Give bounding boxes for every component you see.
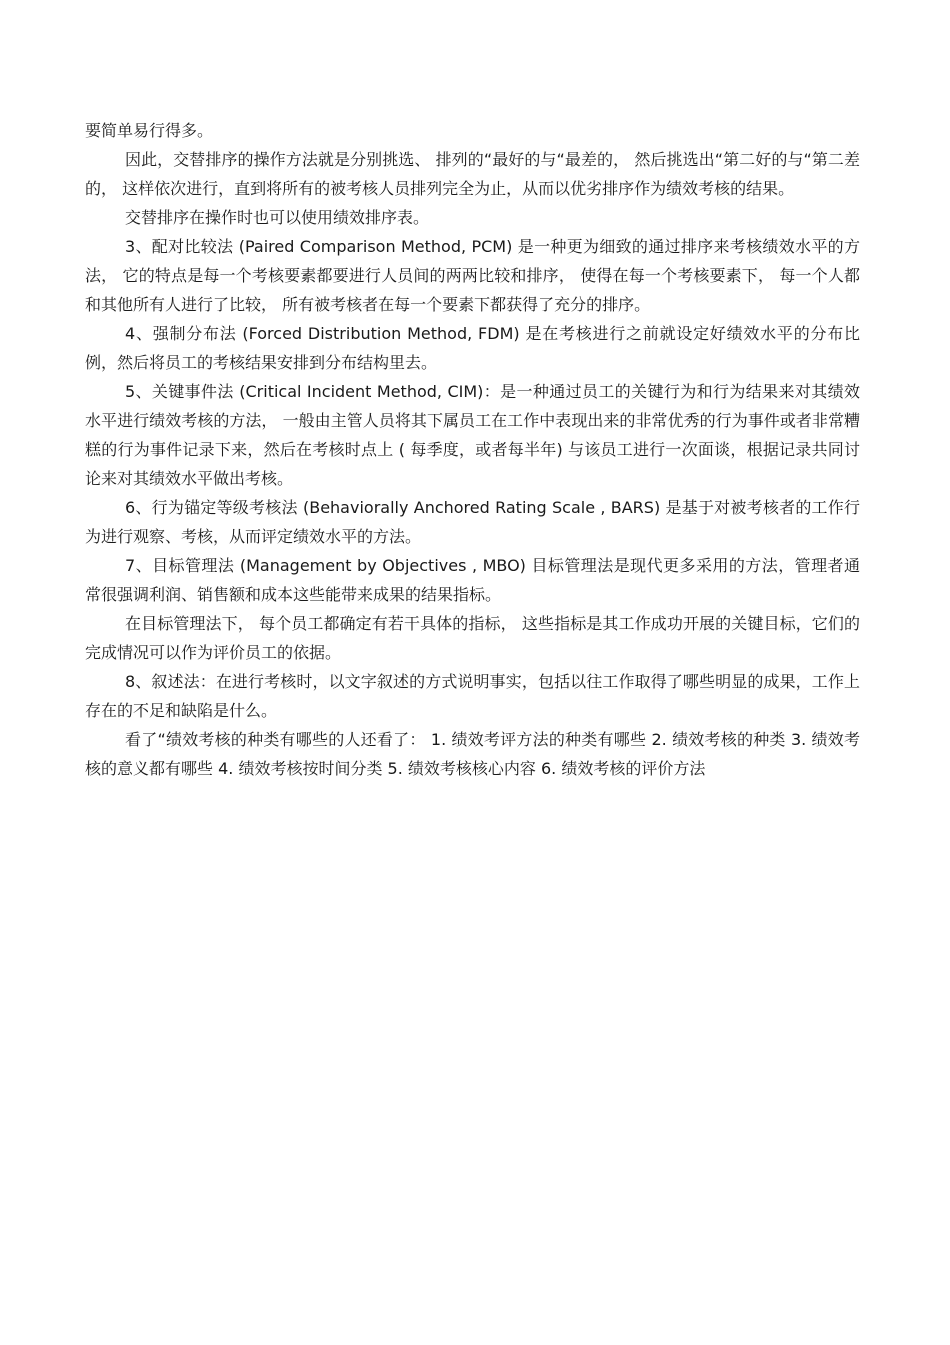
paragraph-narrative-method: 8、叙述法：在进行考核时，以文字叙述的方式说明事实，包括以往工作取得了哪些明显的成果，工作上存在的不足和缺陷是什么。 — [85, 672, 860, 720]
paragraph-forced-distribution: 4、强制分布法 (Forced Distribution Method, FDM) 是在考核进行之前就设定好绩效水平的分布比例，然后将员工的考核结果安排到分布结构里去。 — [85, 324, 860, 372]
paragraph-ranking-table: 交替排序在操作时也可以使用绩效排序表。 — [125, 208, 430, 227]
paragraph-mbo-detail: 在目标管理法下， 每个员工都确定有若干具体的指标， 这些指标是其工作成功开展的关键目标，它们的完成情况可以作为评价员工的依据。 — [85, 614, 860, 662]
body-text — [85, 116, 860, 783]
paragraph-alternation-ranking: 因此，交替排序的操作方法就是分别挑选、 排列的“最好的与“最差的， 然后挑选出“第二好的与“第二差的， 这样依次进行，直到将所有的被考核人员排列完全为止，从而以优劣排序作为绩效考核的结果。 — [85, 150, 860, 198]
paragraph-related-reading: 看了“绩效考核的种类有哪些的人还看了： 1. 绩效考评方法的种类有哪些 2. 绩效考核的种类 3. 绩效考核的意义都有哪些 4. 绩效考核按时间分类 5. 绩效考核核心内容 6. 绩效考核的评价方法 — [85, 730, 860, 778]
paragraph-paired-comparison: 3、配对比较法 (Paired Comparison Method, PCM) 是一种更为细致的通过排序来考核绩效水平的方法， 它的特点是每一个考核要素都要进行人员间的两两比较和排序， 使得在每一个考核要素下， 每一个人都和其他所有人进行了比较， 所有被考核者在每一个要素下都获得了充分的排序。 — [85, 237, 860, 314]
paragraph-critical-incident: 5、关键事件法 (Critical Incident Method, CIM)：是一种通过员工的关键行为和行为结果来对其绩效水平进行绩效考核的方法， 一般由主管人员将其下属员工在工作中表现出来的非常优秀的行为事件或者非常糟糕的行为事件记录下来，然后在考核时点上 ( 每季度，或者每半年) 与该员工进行一次面谈，根据记录共同讨论来对其绩效水平做出考核。 — [85, 382, 860, 488]
paragraph-bars: 6、行为锚定等级考核法 (Behaviorally Anchored Rating Scale , BARS) 是基于对被考核者的工作行为进行观察、考核，从而评定绩效水平的方法。 — [85, 498, 860, 546]
paragraph-continuation: 要简单易行得多。 — [85, 121, 214, 140]
paragraph-mbo: 7、目标管理法 (Management by Objectives , MBO) 目标管理法是现代更多采用的方法，管理者通常很强调利润、销售额和成本这些能带来成果的结果指标。 — [85, 556, 860, 604]
